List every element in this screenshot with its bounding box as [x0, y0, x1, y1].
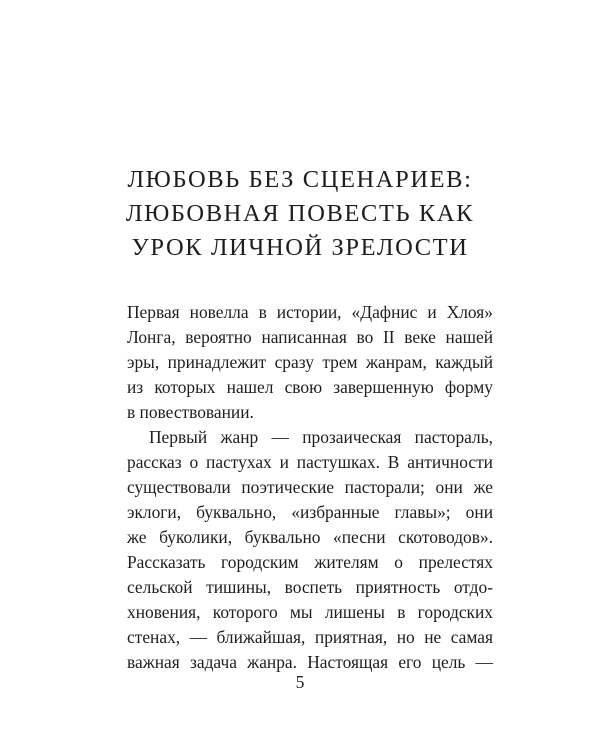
paragraph-1 [127, 300, 493, 425]
chapter-title-line: ЛЮБОВНАЯ ПОВЕСТЬ КАК [125, 200, 475, 227]
paragraph-2 [127, 425, 493, 675]
text-line: Лонга, вероятно написанная во II веке нашей [127, 327, 493, 347]
text-line: важная задача жанра. Настоящая его цель — [127, 652, 493, 672]
text-line: рассказ о пастухах и пастушках. В античности [127, 452, 493, 472]
body-text [127, 300, 493, 675]
text-line: в повествовании. [127, 402, 254, 422]
text-line: эры, принадлежит сразу трем жанрам, каждый [127, 352, 493, 372]
chapter-title [60, 163, 540, 265]
text-line: хновения, которого мы лишены в городских [127, 602, 493, 622]
text-line: эклоги, буквально, «избранные главы»; они [127, 502, 493, 522]
chapter-title-line: УРОК ЛИЧНОЙ ЗРЕЛОСТИ [131, 234, 469, 261]
text-line: сельской тишины, воспеть приятность отдо- [127, 577, 493, 597]
page-number: 5 [295, 672, 305, 692]
text-line: Первая новелла в истории, «Дафнис и Хлоя» [127, 302, 493, 322]
text-line: стенах, — ближайшая, приятная, но не самая [127, 627, 493, 647]
chapter-title-line: ЛЮБОВЬ БЕЗ СЦЕНАРИЕВ: [127, 166, 473, 193]
text-line: же буколики, буквально «песни скотоводов». [127, 527, 493, 547]
text-line: из которых нашел свою завершенную форму [127, 377, 493, 397]
text-line: Рассказать городским жителям о прелестях [127, 552, 493, 572]
text-line: Первый жанр — прозаическая пастораль, [149, 427, 493, 447]
text-line: существовали поэтические пасторали; они же [127, 477, 493, 497]
